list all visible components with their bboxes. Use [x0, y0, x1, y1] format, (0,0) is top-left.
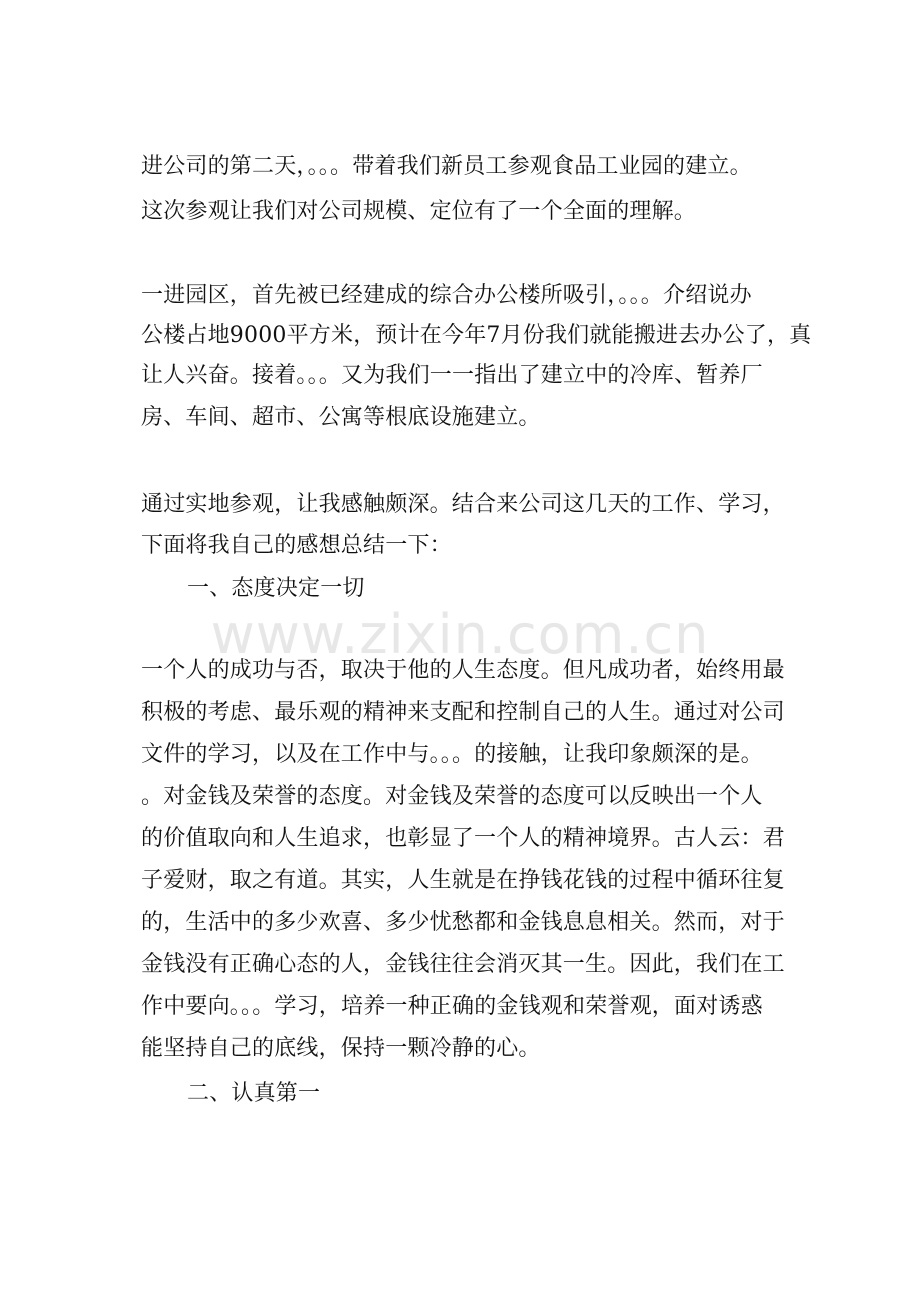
text-line: 能坚持自己的底线，保持一颗冷静的心。 — [141, 1036, 541, 1061]
text-line: 进公司的第二天，。。。带着我们新员工参观食品工业园的建立。 — [141, 154, 752, 179]
text-line: 作中要向。。。学习，培养一种正确的金钱观和荣誉观，面对诱惑 — [141, 994, 763, 1019]
text-line: 的价值取向和人生追求，也彰显了一个人的精神境界。古人云：君 — [141, 826, 785, 851]
text-line: 一个人的成功与否，取决于他的人生态度。但凡成功者，始终用最 — [141, 658, 785, 683]
text-line: 积极的考虑、最乐观的精神来支配和控制自己的人生。通过对公司 — [141, 700, 785, 725]
watermark: www.zixin.com.cn — [210, 603, 710, 666]
text-line: 通过实地参观，让我感触颇深。结合来公司这几天的工作、学习， — [141, 492, 785, 517]
text-line: 这次参观让我们对公司规模、定位有了一个全面的理解。 — [141, 199, 697, 224]
section-heading: 一、态度决定一切 — [187, 576, 365, 601]
text-line: 金钱没有正确心态的人，金钱往往会消灭其一生。因此，我们在工 — [141, 952, 785, 977]
text-line: 。对金钱及荣誉的态度。对金钱及荣誉的态度可以反映出一个人 — [141, 784, 763, 809]
section-heading: 二、认真第一 — [187, 1081, 321, 1106]
text-line: 公楼占地9000平方米，预计在今年7月份我们就能搬进去办公了，真 — [141, 323, 812, 348]
text-line: 一进园区，首先被已经建成的综合办公楼所吸引，。。。介绍说办 — [141, 283, 752, 308]
text-line: 的，生活中的多少欢喜、多少忧愁都和金钱息息相关。然而，对于 — [141, 910, 785, 935]
text-line: 下面将我自己的感想总结一下： — [141, 533, 452, 558]
text-line: 让人兴奋。接着。。。又为我们一一指出了建立中的冷库、暂养厂 — [141, 363, 763, 388]
text-line: 子爱财，取之有道。其实，人生就是在挣钱花钱的过程中循环往复 — [141, 868, 785, 893]
text-line: 房、车间、超市、公寓等根底设施建立。 — [141, 405, 541, 430]
text-line: 文件的学习，以及在工作中与。。。的接触，让我印象颇深的是。 — [141, 742, 763, 767]
